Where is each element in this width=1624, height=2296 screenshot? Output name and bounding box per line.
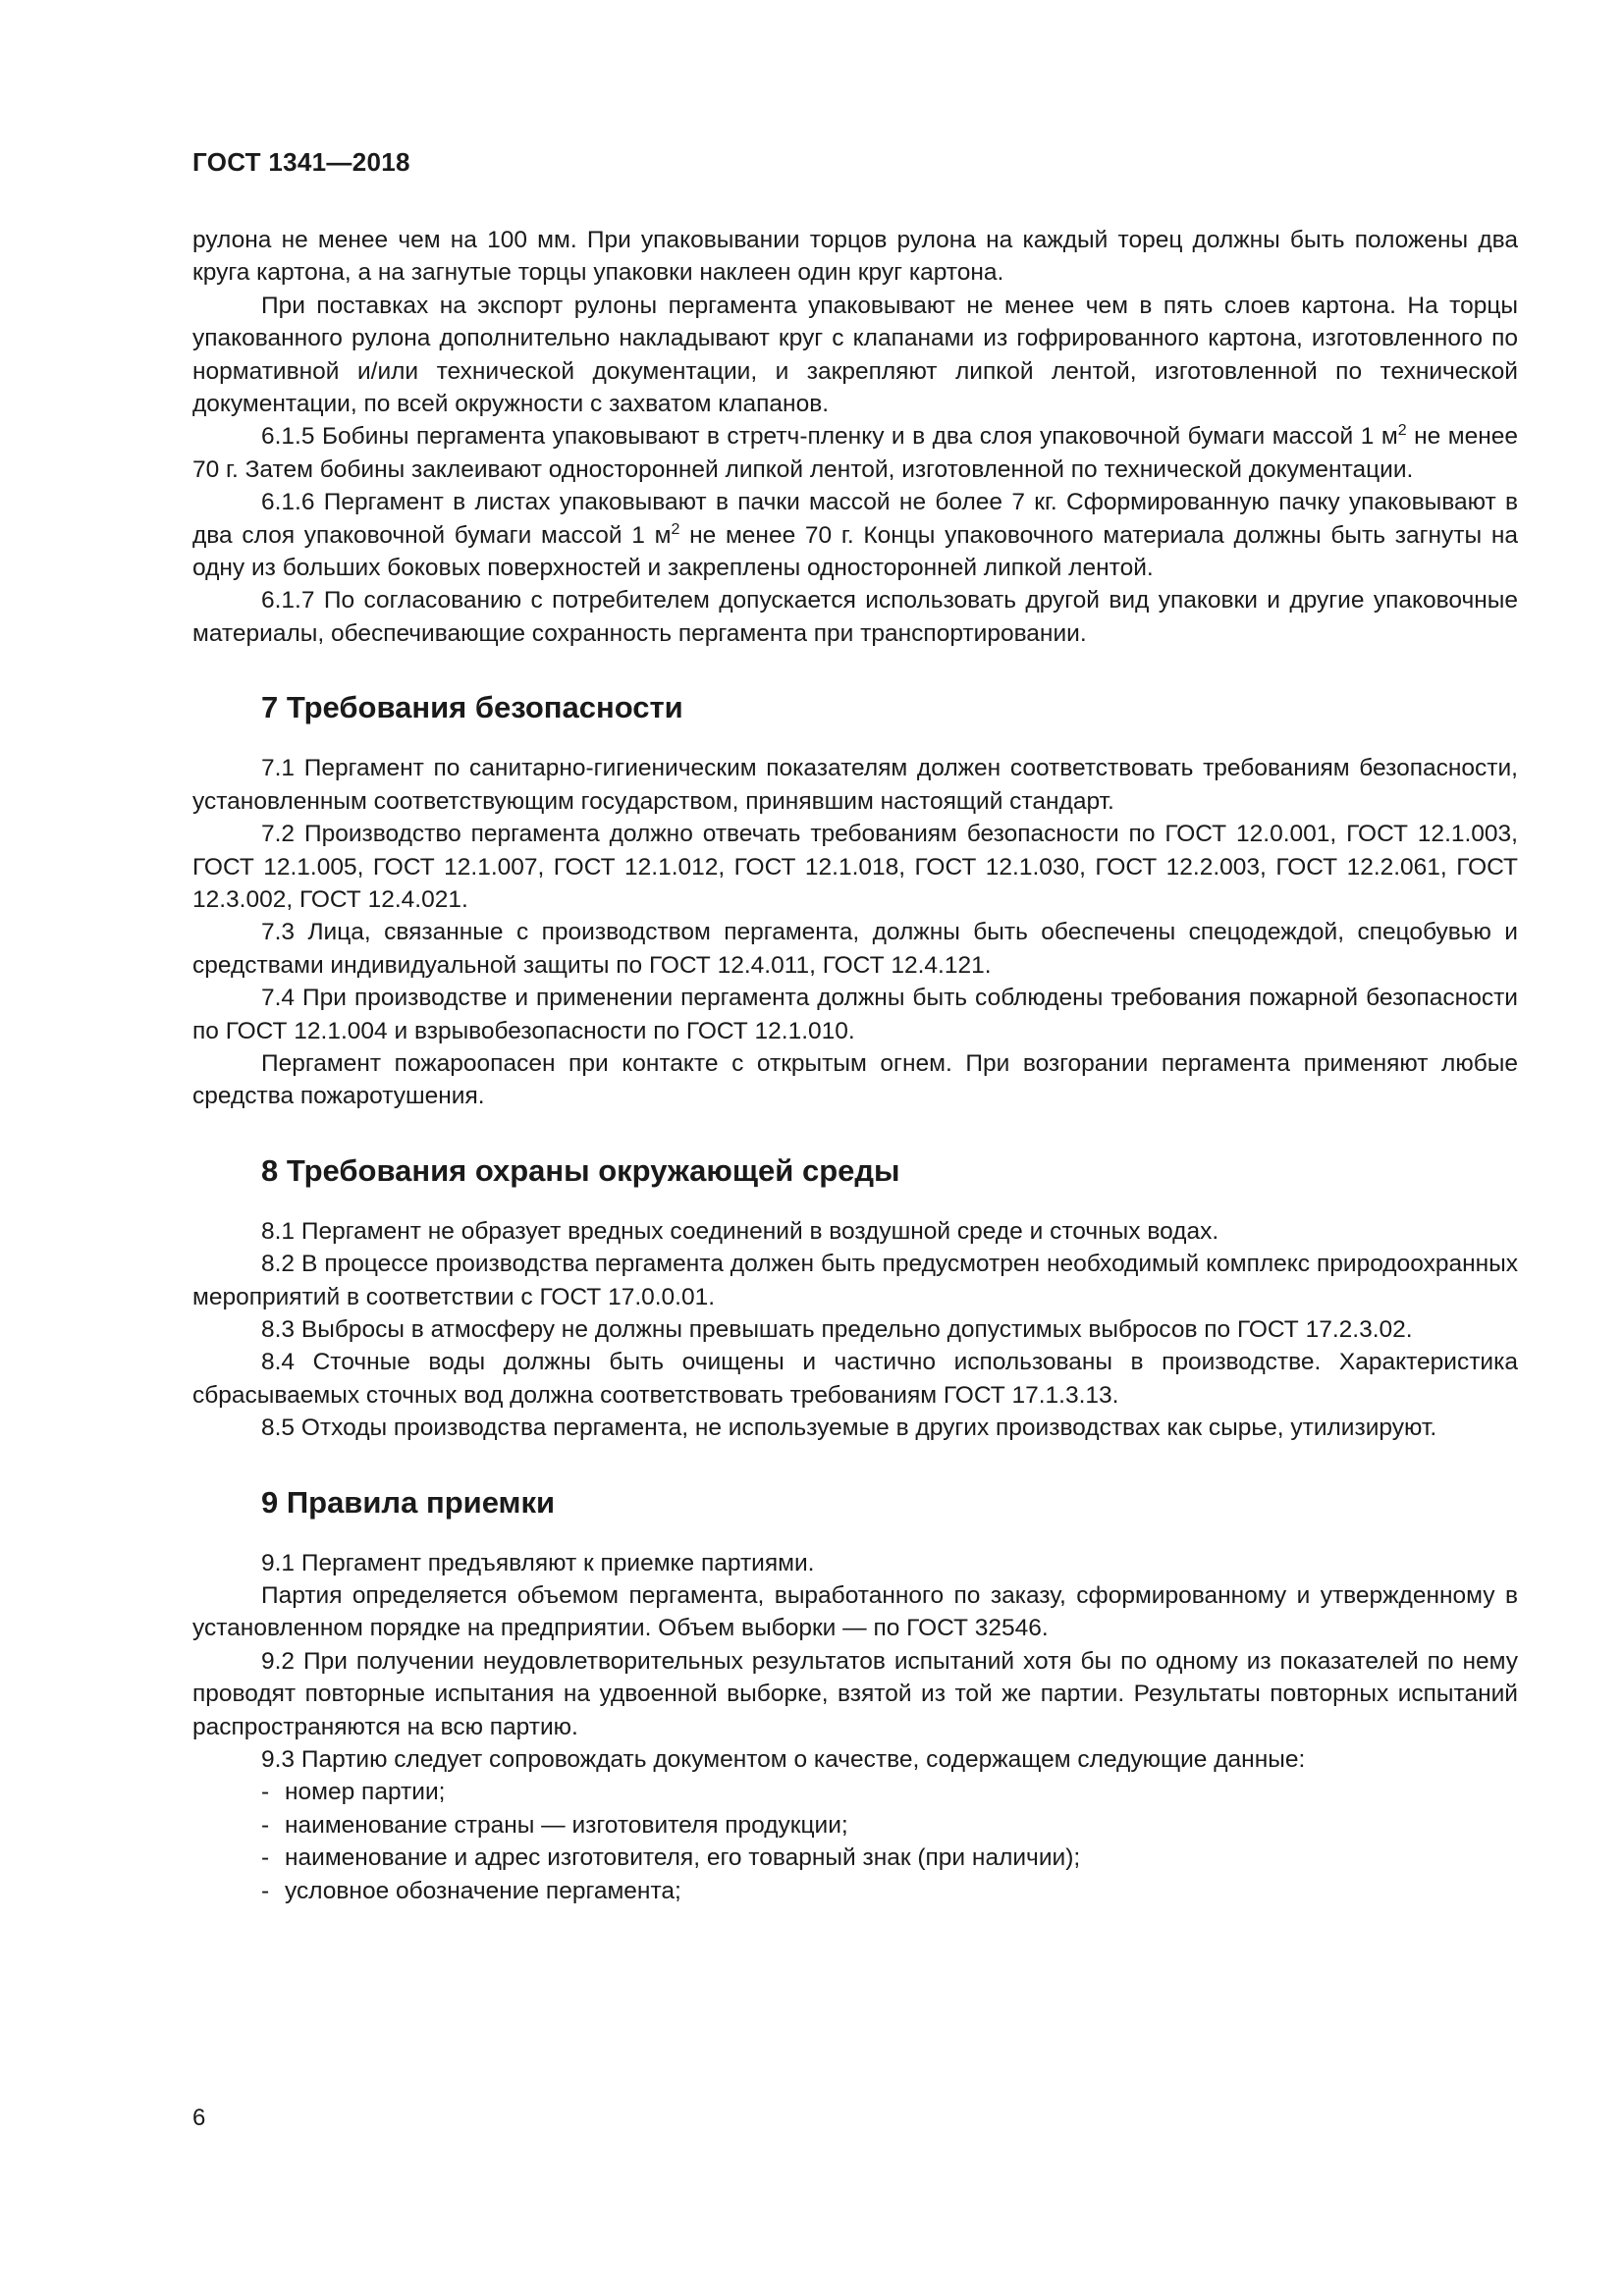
- quality-document-list: [192, 1776, 1518, 1907]
- paragraph-7-4-fire: Пергамент пожароопасен при контакте с открытым огнем. При возгорании пергамента применяют любые средства пожаротушения.: [192, 1049, 1518, 1110]
- paragraph-7-4: 7.4 При производстве и применении пергамента должны быть соблюдены требования пожарной безопасности по ГОСТ 12.1.004 и взрывобезопасности по ГОСТ 12.1.010.: [192, 985, 1518, 1044]
- paragraph-8-2: 8.2 В процессе производства пергамента должен быть предусмотрен необходимый комплекс природоохранных мероприятий в соответствии с ГОСТ 17.0.0.01.: [192, 1251, 1518, 1310]
- paragraph-9-3: 9.3 Партию следует сопровождать документом о качестве, содержащем следующие данные:: [261, 1746, 1306, 1774]
- paragraph-8-4: 8.4 Сточные воды должны быть очищены и частично использованы в производстве. Характеристика сбрасываемых сточных вод должна соответствовать требованиям ГОСТ 17.1.3.13.: [192, 1349, 1518, 1409]
- paragraph-6-1-6-b: не менее 70 г. Концы упаковочного материала должны быть загнуты на одну из больших боковых поверхностей и закреплены односторонней липкой лентой.: [192, 521, 1518, 582]
- superscript-2: 2: [671, 520, 680, 538]
- paragraph-6-1-5: [192, 420, 1518, 486]
- paragraph-8-5: 8.5 Отходы производства пергамента, не используемые в других производствах как сырье, утилизируют.: [261, 1415, 1437, 1442]
- list-item: - наименование страны — изготовителя продукции;: [261, 1811, 848, 1839]
- paragraph-6-1-6-a: 6.1.6 Пергамент в листах упаковывают в пачки массой не более 7 кг. Сформированную пачку упаковывают в два слоя упаковочной бумаги массой 1 м: [192, 489, 1518, 549]
- section-8-heading: 8 Требования охраны окружающей среды: [261, 1152, 900, 1188]
- paragraph-8-1: 8.1 Пергамент не образует вредных соединений в воздушной среде и сточных водах.: [261, 1217, 1219, 1245]
- list-item: - номер партии;: [261, 1779, 446, 1806]
- section-9-heading: 9 Правила приемки: [261, 1484, 556, 1520]
- list-item: - условное обозначение пергамента;: [261, 1877, 681, 1904]
- paragraph-export-packing: При поставках на экспорт рулоны пергамента упаковывают не менее чем в пять слоев картона. На торцы упакованного рулона дополнительно накладывают круг с клапанами из гофрированного картона, изготовленного по нормативной и/или технической документации, и закрепляют липкой лентой, изготовленной по технической документации, по всей окружности с захватом клапанов.: [192, 292, 1518, 418]
- paragraph-6-1-5-b: не менее 70 г. Затем бобины заклеивают односторонней липкой лентой, изготовленной по технической документации.: [192, 423, 1518, 483]
- paragraph-6-1-6: [192, 486, 1518, 584]
- paragraph-continuation: рулона не менее чем на 100 мм. При упаковывании торцов рулона на каждый торец должны быть положены два круга картона, а на загнутые торцы упаковки наклеен один круг картона.: [192, 227, 1518, 287]
- paragraph-9-1-lot: Партия определяется объемом пергамента, выработанного по заказу, сформированному и утвержденному в установленном порядке на предприятии. Объем выборки — по ГОСТ 32546.: [192, 1582, 1518, 1642]
- list-item: - наименование и адрес изготовителя, его товарный знак (при наличии);: [261, 1844, 1081, 1872]
- paragraph-7-3: 7.3 Лица, связанные с производством пергамента, должны быть обеспечены спецодеждой, спецобувью и средствами индивидуальной защиты по ГОСТ 12.4.011, ГОСТ 12.4.121.: [192, 919, 1518, 979]
- paragraph-9-2: 9.2 При получении неудовлетворительных результатов испытаний хотя бы по одному из показателей по нему проводят повторные испытания на удвоенной выборке, взятой из той же партии. Результаты повторных испытаний распространяются на всю партию.: [192, 1647, 1518, 1740]
- paragraph-7-1: 7.1 Пергамент по санитарно-гигиеническим показателям должен соответствовать требованиям безопасности, установленным соответствующим государством, принявшим настоящий стандарт.: [192, 755, 1518, 815]
- paragraph-6-1-7: 6.1.7 По согласованию с потребителем допускается использовать другой вид упаковки и другие упаковочные материалы, обеспечивающие сохранность пергамента при транспортировании.: [192, 587, 1518, 647]
- paragraph-9-1: 9.1 Пергамент предъявляют к приемке партиями.: [261, 1549, 815, 1576]
- running-title: ГОСТ 1341—2018: [192, 147, 410, 177]
- paragraph-6-1-5-a: 6.1.5 Бобины пергамента упаковывают в стретч-пленку и в два слоя упаковочной бумаги массой 1 м: [261, 423, 1398, 451]
- section-7-heading: 7 Требования безопасности: [261, 690, 683, 725]
- paragraph-7-2: 7.2 Производство пергамента должно отвечать требованиям безопасности по ГОСТ 12.0.001, ГОСТ 12.1.003, ГОСТ 12.1.005, ГОСТ 12.1.007, ГОСТ 12.1.012, ГОСТ 12.1.018, ГОСТ 12.1.030, ГОСТ 12.2.003, ГОСТ 12.2.061, ГОСТ 12.3.002, ГОСТ 12.4.021.: [192, 821, 1518, 913]
- document-body: [192, 224, 1518, 1907]
- paragraph-8-3: 8.3 Выбросы в атмосферу не должны превышать предельно допустимых выбросов по ГОСТ 17.2.3.02.: [261, 1315, 1413, 1343]
- superscript-2: 2: [1397, 422, 1407, 440]
- page-number: 6: [192, 2105, 206, 2131]
